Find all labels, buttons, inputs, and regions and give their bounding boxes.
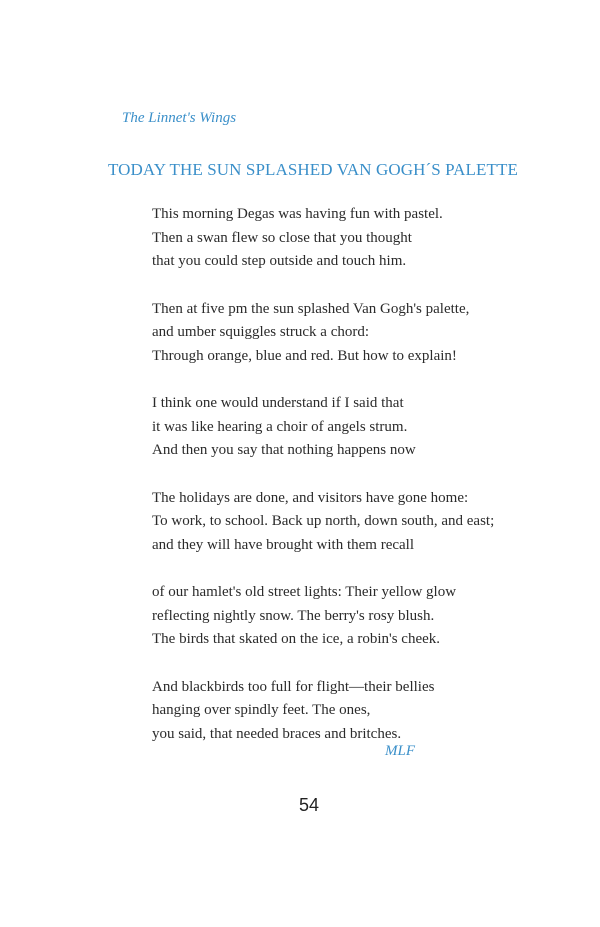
- poem-line: Then a swan flew so close that you thought: [152, 229, 412, 246]
- poem-line: And then you say that nothing happens now: [152, 442, 416, 458]
- poem-line: Then at five pm the sun splashed Van Gogh's palette,: [152, 300, 470, 317]
- poem-line: of our hamlet's old street lights: Their yellow glow: [152, 584, 457, 600]
- stanza: [152, 487, 572, 558]
- poem-line: To work, to school. Back up north, down south, and east;: [152, 513, 495, 529]
- poem-line: you said, that needed braces and britches.: [152, 725, 402, 742]
- poem-line: Through orange, blue and red. But how to explain!: [152, 347, 457, 364]
- poem-line: and they will have brought with them recall: [152, 536, 415, 553]
- poem-line: it was like hearing a choir of angels strum.: [152, 418, 408, 435]
- stanza: [152, 298, 572, 369]
- poem-body: [152, 203, 572, 770]
- poem-line: that you could step outside and touch him.: [152, 253, 407, 269]
- poem-line: and umber squiggles struck a chord:: [152, 324, 370, 340]
- poem-line: The holidays are done, and visitors have gone home:: [152, 489, 469, 506]
- poem-title: TODAY THE SUN SPLASHED VAN GOGH´S PALETTE: [108, 160, 518, 179]
- stanza: [152, 392, 572, 463]
- running-head: The Linnet's Wings: [122, 110, 237, 126]
- stanza: [152, 581, 572, 652]
- stanza: [152, 676, 572, 747]
- poem-line: reflecting nightly snow. The berry's rosy blush.: [152, 607, 435, 624]
- poem-line: The birds that skated on the ice, a robin's cheek.: [152, 631, 441, 647]
- stanza: [152, 203, 572, 274]
- poem-line: I think one would understand if I said that: [152, 395, 404, 411]
- page-number: 54: [298, 795, 320, 815]
- poem-line: This morning Degas was having fun with pastel.: [152, 206, 443, 222]
- poem-line: hanging over spindly feet. The ones,: [152, 702, 371, 718]
- author-signature: MLF: [385, 743, 415, 759]
- poem-line: And blackbirds too full for flight—their bellies: [152, 678, 435, 695]
